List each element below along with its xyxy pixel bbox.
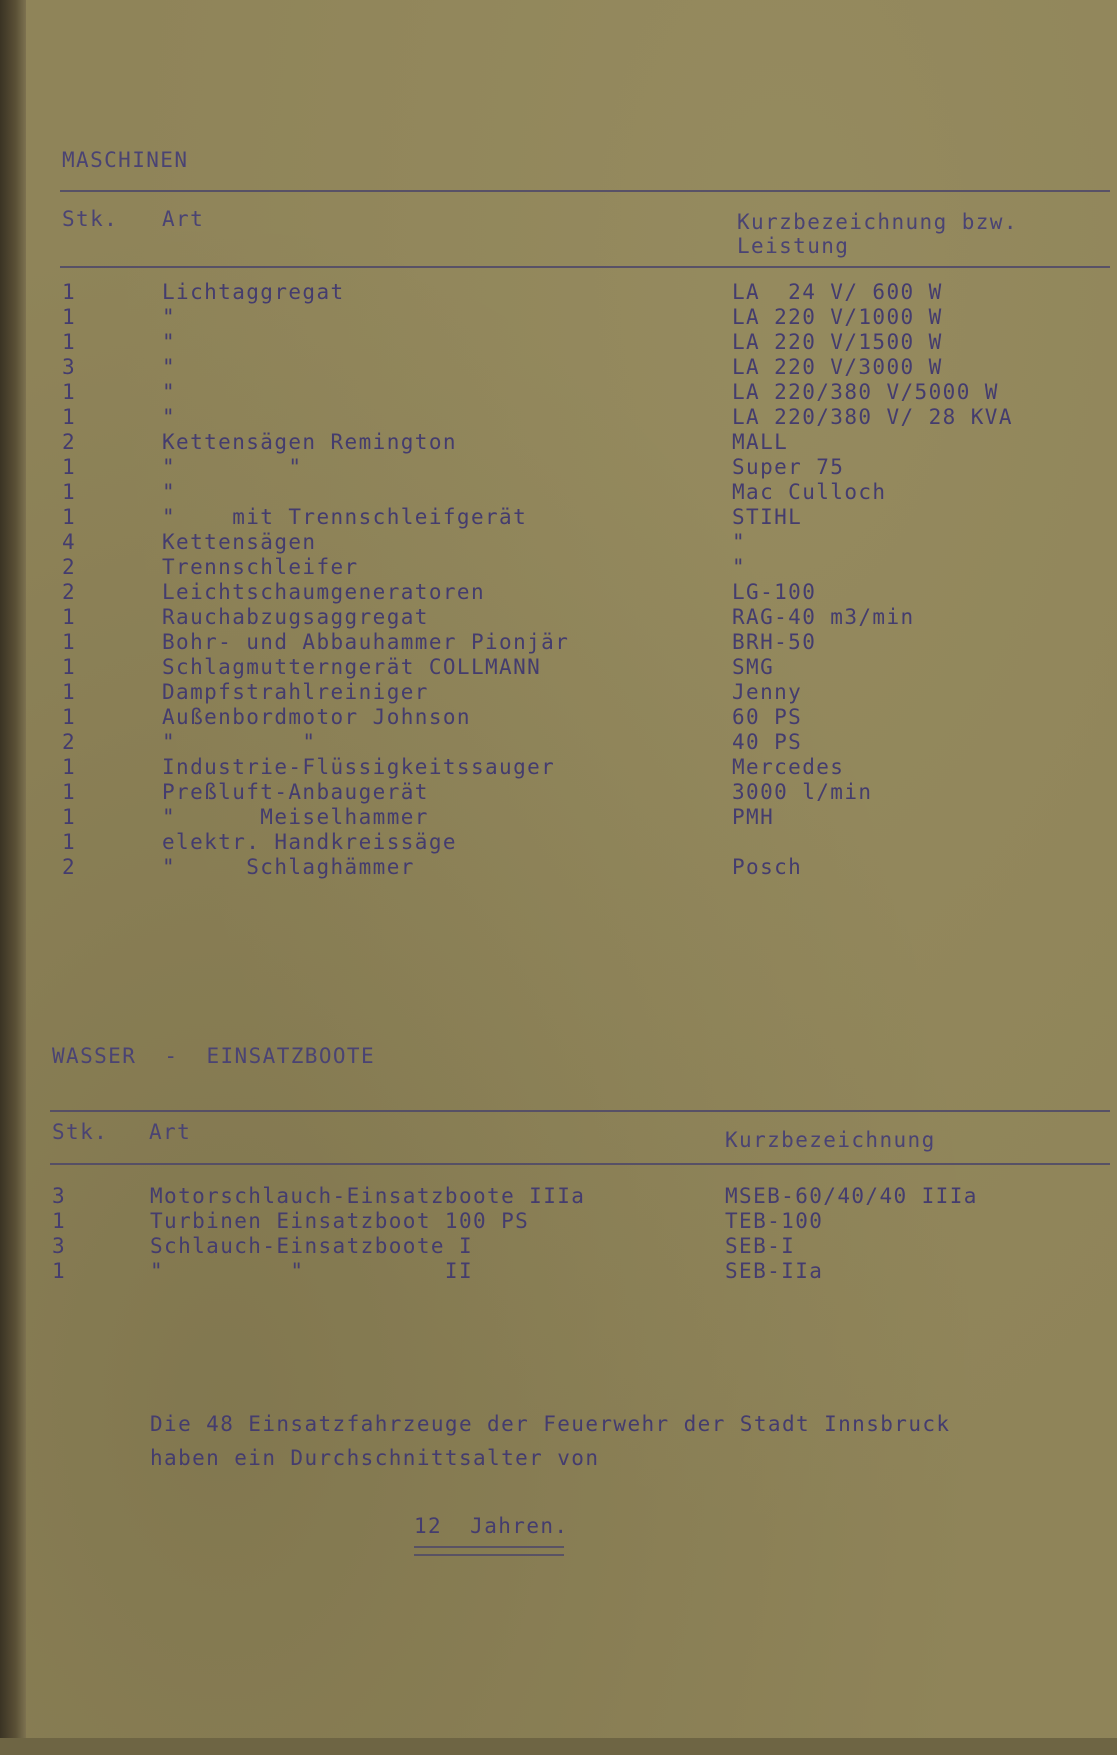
- machine-code: 3000 l/min: [732, 780, 873, 804]
- page-binding-shadow: [0, 0, 26, 1755]
- machine-qty: 1: [62, 280, 77, 304]
- boat-art: Turbinen Einsatzboot 100 PS: [150, 1209, 530, 1233]
- machine-row: [62, 605, 1112, 630]
- machine-art: " ": [162, 730, 317, 754]
- machine-code: Jenny: [732, 680, 803, 704]
- machine-code: SMG: [732, 655, 775, 679]
- machine-row: [62, 680, 1112, 705]
- machine-art: ": [162, 330, 177, 354]
- machine-row: [62, 705, 1112, 730]
- machine-art: ": [162, 355, 177, 379]
- machine-row: [62, 355, 1112, 380]
- machine-code: LA 220 V/3000 W: [732, 355, 943, 379]
- machine-qty: 2: [62, 555, 77, 579]
- machine-row: [62, 305, 1112, 330]
- machine-code: ": [732, 555, 747, 579]
- machine-qty: 1: [62, 830, 77, 854]
- boat-art: Schlauch-Einsatzboote I: [150, 1234, 473, 1258]
- boat-code: MSEB-60/40/40 IIIa: [725, 1184, 978, 1208]
- machine-code: RAG-40 m3/min: [732, 605, 915, 629]
- machine-row: [62, 555, 1112, 580]
- machine-qty: 4: [62, 530, 77, 554]
- column-header-art: Art: [162, 207, 205, 231]
- boat-code: TEB-100: [725, 1209, 824, 1233]
- machine-row: [62, 730, 1112, 755]
- machine-qty: 1: [62, 505, 77, 529]
- table-rule-header: [60, 266, 1110, 268]
- machine-code: LA 220 V/1000 W: [732, 305, 943, 329]
- machine-row: [62, 430, 1112, 455]
- machine-qty: 1: [62, 655, 77, 679]
- machine-qty: 1: [62, 755, 77, 779]
- machine-code: LG-100: [732, 580, 817, 604]
- machine-code: Mercedes: [732, 755, 845, 779]
- machine-art: Kettensägen Remington: [162, 430, 457, 454]
- machine-row: [62, 530, 1112, 555]
- summary-line-1: Die 48 Einsatzfahrzeuge der Feuerwehr der Stadt Innsbruck: [150, 1412, 951, 1436]
- boat-row: [52, 1209, 1102, 1234]
- machine-art: ": [162, 405, 177, 429]
- machine-row: [62, 280, 1112, 305]
- machine-row: [62, 330, 1112, 355]
- machine-row: [62, 480, 1112, 505]
- machine-code: 60 PS: [732, 705, 803, 729]
- machine-art: Bohr- und Abbauhammer Pionjär: [162, 630, 570, 654]
- machine-code: Posch: [732, 855, 803, 879]
- machine-row: [62, 830, 1112, 855]
- machine-qty: 1: [62, 605, 77, 629]
- machine-qty: 1: [62, 630, 77, 654]
- column-header-code: Kurzbezeichnung bzw.: [737, 210, 1018, 234]
- boat-qty: 1: [52, 1209, 67, 1233]
- section-heading-machines: MASCHINEN: [62, 148, 189, 172]
- machine-qty: 1: [62, 405, 77, 429]
- column-header-qty: Stk.: [62, 207, 119, 231]
- machine-art: Trennschleifer: [162, 555, 359, 579]
- machine-qty: 2: [62, 730, 77, 754]
- machine-code: LA 220/380 V/5000 W: [732, 380, 999, 404]
- machine-art: Industrie-Flüssigkeitssauger: [162, 755, 556, 779]
- machine-qty: 1: [62, 380, 77, 404]
- machine-row: [62, 655, 1112, 680]
- machine-code: BRH-50: [732, 630, 817, 654]
- machine-qty: 1: [62, 305, 77, 329]
- machine-art: Außenbordmotor Johnson: [162, 705, 471, 729]
- machine-row: [62, 505, 1112, 530]
- machine-code: Super 75: [732, 455, 845, 479]
- boats-rule-header: [50, 1163, 1110, 1165]
- boats-column-header-code: Kurzbezeichnung: [725, 1128, 936, 1152]
- machine-code: MALL: [732, 430, 789, 454]
- machine-code: LA 24 V/ 600 W: [732, 280, 943, 304]
- machine-code: Mac Culloch: [732, 480, 887, 504]
- machine-row: [62, 780, 1112, 805]
- boat-qty: 1: [52, 1259, 67, 1283]
- machine-qty: 1: [62, 805, 77, 829]
- section-heading-boats: WASSER - EINSATZBOOTE: [52, 1044, 375, 1068]
- machine-art: Kettensägen: [162, 530, 317, 554]
- machine-code: 40 PS: [732, 730, 803, 754]
- machine-row: [62, 855, 1112, 880]
- machine-art: ": [162, 305, 177, 329]
- machine-art: Rauchabzugsaggregat: [162, 605, 429, 629]
- boat-row: [52, 1234, 1102, 1259]
- machine-qty: 1: [62, 480, 77, 504]
- machine-art: " Schlaghämmer: [162, 855, 415, 879]
- machine-row: [62, 405, 1112, 430]
- machine-qty: 1: [62, 330, 77, 354]
- machine-code: LA 220/380 V/ 28 KVA: [732, 405, 1013, 429]
- summary-line-2: haben ein Durchschnittsalter von: [150, 1446, 600, 1470]
- table-rule-top: [60, 190, 1110, 192]
- machine-row: [62, 580, 1112, 605]
- machine-row: [62, 630, 1112, 655]
- machine-art: Leichtschaumgeneratoren: [162, 580, 485, 604]
- machine-art: Dampfstrahlreiniger: [162, 680, 429, 704]
- machine-art: Preßluft-Anbaugerät: [162, 780, 429, 804]
- machine-art: ": [162, 480, 177, 504]
- boats-column-header-art: Art: [149, 1120, 192, 1144]
- boats-column-header-qty: Stk.: [52, 1120, 109, 1144]
- column-header-code-line2: Leistung: [737, 234, 850, 258]
- machine-code: STIHL: [732, 505, 803, 529]
- boat-qty: 3: [52, 1234, 67, 1258]
- page-bottom-edge: [0, 1738, 1117, 1755]
- machine-qty: 1: [62, 455, 77, 479]
- age-double-underline: [414, 1546, 564, 1556]
- machine-art: " mit Trennschleifgerät: [162, 505, 528, 529]
- boat-art: Motorschlauch-Einsatzboote IIIa: [150, 1184, 586, 1208]
- machine-art: " ": [162, 455, 303, 479]
- machine-qty: 1: [62, 780, 77, 804]
- machine-art: ": [162, 380, 177, 404]
- machine-code: ": [732, 530, 747, 554]
- boat-art: " " II: [150, 1259, 473, 1283]
- machine-code: LA 220 V/1500 W: [732, 330, 943, 354]
- machine-qty: 3: [62, 355, 77, 379]
- summary-age: 12 Jahren.: [414, 1514, 569, 1538]
- machine-row: [62, 380, 1112, 405]
- machine-art: Schlagmutterngerät COLLMANN: [162, 655, 542, 679]
- boat-code: SEB-I: [725, 1234, 796, 1258]
- boat-row: [52, 1259, 1102, 1284]
- boats-rule-top: [50, 1110, 1110, 1112]
- machine-code: PMH: [732, 805, 775, 829]
- machine-art: elektr. Handkreissäge: [162, 830, 457, 854]
- machine-art: " Meiselhammer: [162, 805, 429, 829]
- boat-qty: 3: [52, 1184, 67, 1208]
- machine-qty: 1: [62, 680, 77, 704]
- machine-qty: 2: [62, 430, 77, 454]
- boat-code: SEB-IIa: [725, 1259, 824, 1283]
- machine-art: Lichtaggregat: [162, 280, 345, 304]
- machine-row: [62, 455, 1112, 480]
- machine-row: [62, 755, 1112, 780]
- machine-qty: 1: [62, 705, 77, 729]
- machine-qty: 2: [62, 580, 77, 604]
- machine-row: [62, 805, 1112, 830]
- boat-row: [52, 1184, 1102, 1209]
- machine-qty: 2: [62, 855, 77, 879]
